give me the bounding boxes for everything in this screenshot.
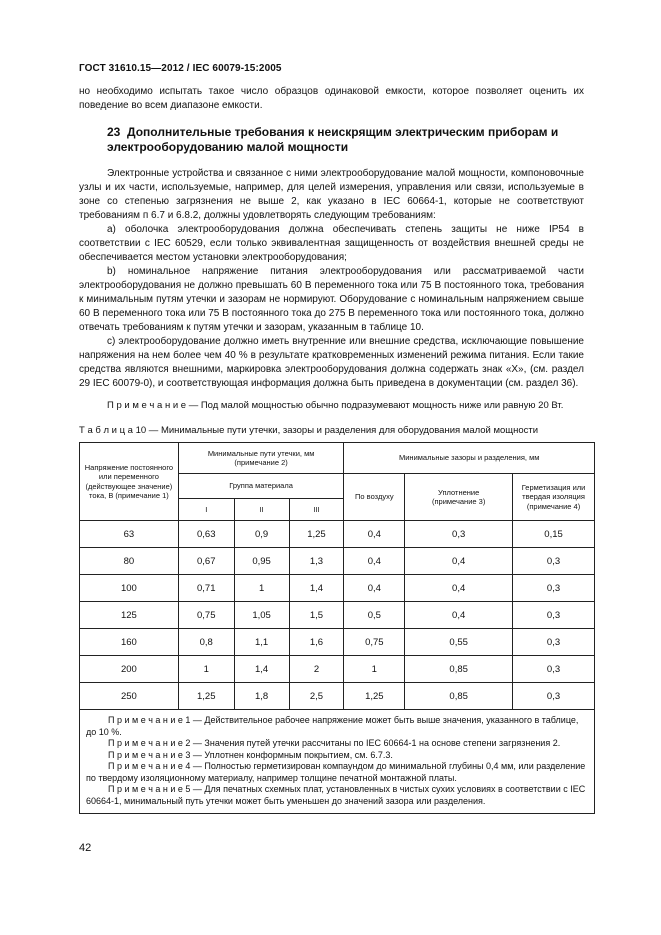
cell: 1,25 xyxy=(178,683,234,710)
header-air: По воздуху xyxy=(344,474,405,521)
power-note xyxy=(79,400,589,411)
cell: 1,3 xyxy=(289,548,344,575)
paragraph-item-c: с) электрооборудование должно иметь внутренние или внешние средства, исключающие повышение напряжения на нем более чем 40 % в результате кратковременных изменений режима питания. Если такие средства являются внешними, маркировка электрооборудования должна содержать знак «X», (см. раздел 29 IEC 60079-0), и соответствующая информация должна быть приведена в документации (см. раздел 36). xyxy=(79,336,584,389)
cell: 0,3 xyxy=(513,656,595,683)
cell: 1,6 xyxy=(289,629,344,656)
section-heading xyxy=(107,125,587,155)
note-label: П р и м е ч а н и е 2 xyxy=(108,738,191,748)
cell: 0,4 xyxy=(344,521,405,548)
cell: 0,5 xyxy=(344,602,405,629)
table-caption-label: Т а б л и ц а xyxy=(79,425,133,436)
note-label: П р и м е ч а н и е xyxy=(107,400,187,411)
table-notes xyxy=(80,710,595,814)
note-label: П р и м е ч а н и е 1 xyxy=(108,715,191,725)
cell: 80 xyxy=(80,548,179,575)
header-clearances: Минимальные зазоры и разделения, мм xyxy=(344,443,595,474)
table-note-1 xyxy=(86,715,588,738)
table-row xyxy=(80,656,595,683)
cell: 0,3 xyxy=(513,602,595,629)
paragraph-item-b: b) номинальное напряжение питания электрооборудования или рассматриваемой части электрооборудования не должно превышать 60 В переменного тока или 75 В постоянного тока, требования к минимальным путям утечки и зазорам не нормируют. Оборудование с номинальным напряжением свыше 60 В переменного тока или 75 В постоянного тока до 275 В переменного тока или постоянного тока, должно отвечать требованиям к путям утечки и зазорам, указанным в таблице 10. xyxy=(79,266,584,333)
table-row xyxy=(80,575,595,602)
section-number: 23 xyxy=(107,125,121,139)
intro-text: но необходимо испытать такое число образцов одинаковой емкости, которое позволяет оценить их поведение во всем диапазоне емкости. xyxy=(79,86,584,111)
cell: 0,67 xyxy=(178,548,234,575)
cell: 1,25 xyxy=(289,521,344,548)
cell: 2 xyxy=(289,656,344,683)
cell: 0,8 xyxy=(178,629,234,656)
header-group-1: I xyxy=(178,499,234,521)
note-label: П р и м е ч а н и е 5 xyxy=(108,784,191,794)
cell: 0,3 xyxy=(513,629,595,656)
cell: 0,4 xyxy=(405,602,513,629)
intro-paragraph xyxy=(79,85,584,113)
note-text: — Для печатных схемных плат, установленных в чистых сухих условиях в соответствии с IEC 60664-1, минимальный путь утечки может быть уменьшен до значений зазора или разделения. xyxy=(86,784,586,806)
table-note-2 xyxy=(86,738,588,750)
header-group-3: III xyxy=(289,499,344,521)
header-voltage: Напряжение постоянного или переменного (действующее значение) тока, В (примечание 1) xyxy=(80,443,179,521)
cell: 200 xyxy=(80,656,179,683)
cell: 1,8 xyxy=(234,683,289,710)
table-caption xyxy=(79,425,599,436)
section-body xyxy=(79,167,584,391)
cell: 0,3 xyxy=(513,575,595,602)
cell: 0,4 xyxy=(405,575,513,602)
table-row xyxy=(80,629,595,656)
note-text: — Под малой мощностью обычно подразумевают мощность ниже или равную 20 Вт. xyxy=(186,400,564,411)
paragraph: Электронные устройства и связанное с ними электрооборудование малой мощности, компоновочные узлы и их части, используемые, например, для целей измерения, управления или связи, используемые в зоне со степенью загрязнения не выше 2, как указано в IEC 60664-1, которые не соответствуют требованиям п 6.7 и 6.8.2, должны удовлетворять следующим требованиям: xyxy=(79,168,584,221)
page-number: 42 xyxy=(79,842,92,854)
cell: 160 xyxy=(80,629,179,656)
cell: 0,71 xyxy=(178,575,234,602)
header-group-2: II xyxy=(234,499,289,521)
note-label: П р и м е ч а н и е 3 xyxy=(108,749,191,760)
cell: 1,5 xyxy=(289,602,344,629)
note-text: — Действительное рабочее напряжение может быть выше значения, указанного в таблице, до 10 %. xyxy=(86,715,579,737)
note-text: — Полностью герметизирован компаундом до минимальной глубины 0,4 мм, или разделение по твердому изоляционному материалу, например толщине печатной монтажной платы. xyxy=(86,761,586,783)
document-header: ГОСТ 31610.15—2012 / IEC 60079-15:2005 xyxy=(79,63,282,74)
cell: 250 xyxy=(80,683,179,710)
cell: 1,4 xyxy=(234,656,289,683)
cell: 0,85 xyxy=(405,656,513,683)
table-caption-text: 10 — Минимальные пути утечки, зазоры и разделения для оборудования малой мощности xyxy=(132,425,539,436)
table-note-5 xyxy=(86,784,588,807)
cell: 1,25 xyxy=(344,683,405,710)
table-row xyxy=(80,602,595,629)
cell: 1 xyxy=(178,656,234,683)
cell: 0,75 xyxy=(178,602,234,629)
header-potting: Герметизация или твердая изоляция (примечание 4) xyxy=(513,474,595,521)
paragraph-item-a: а) оболочка электрооборудования должна обеспечивать степень защиты не ниже IP54 в соответствии с IEC 60529, если только эквивалентная защищенность от воздействия внешней среды не обеспечивается местом установки электрооборудования; xyxy=(79,224,584,263)
note-text: — Уплотнен конформным покрытием, см. 6.7.3. xyxy=(190,749,393,760)
table-row xyxy=(80,521,595,548)
cell: 0,95 xyxy=(234,548,289,575)
header-creepage: Минимальные пути утечки, мм (примечание 2) xyxy=(178,443,344,474)
cell: 2,5 xyxy=(289,683,344,710)
cell: 0,3 xyxy=(513,683,595,710)
cell: 0,3 xyxy=(405,521,513,548)
cell: 63 xyxy=(80,521,179,548)
cell: 0,4 xyxy=(344,575,405,602)
cell: 0,4 xyxy=(344,548,405,575)
header-sealing: Уплотнение (примечание 3) xyxy=(405,474,513,521)
cell: 0,9 xyxy=(234,521,289,548)
note-text: — Значения путей утечки рассчитаны по IEC 60664-1 на основе степени загрязнения 2. xyxy=(190,738,561,748)
cell: 1,1 xyxy=(234,629,289,656)
cell: 1 xyxy=(344,656,405,683)
cell: 1 xyxy=(234,575,289,602)
cell: 0,55 xyxy=(405,629,513,656)
cell: 0,63 xyxy=(178,521,234,548)
cell: 100 xyxy=(80,575,179,602)
cell: 0,15 xyxy=(513,521,595,548)
cell: 1,05 xyxy=(234,602,289,629)
cell: 0,85 xyxy=(405,683,513,710)
table-row xyxy=(80,548,595,575)
table-row xyxy=(80,683,595,710)
cell: 0,3 xyxy=(513,548,595,575)
section-title: Дополнительные требования к неискрящим электрическим приборам и электрооборудованию малой мощности xyxy=(107,125,559,154)
cell: 125 xyxy=(80,602,179,629)
clearance-table xyxy=(79,442,595,814)
cell: 0,75 xyxy=(344,629,405,656)
cell: 0,4 xyxy=(405,548,513,575)
cell: 1,4 xyxy=(289,575,344,602)
table-note-4 xyxy=(86,761,588,784)
header-material-group: Группа материала xyxy=(178,474,344,499)
table-note-3 xyxy=(86,750,588,762)
note-label: П р и м е ч а н и е 4 xyxy=(108,761,191,771)
